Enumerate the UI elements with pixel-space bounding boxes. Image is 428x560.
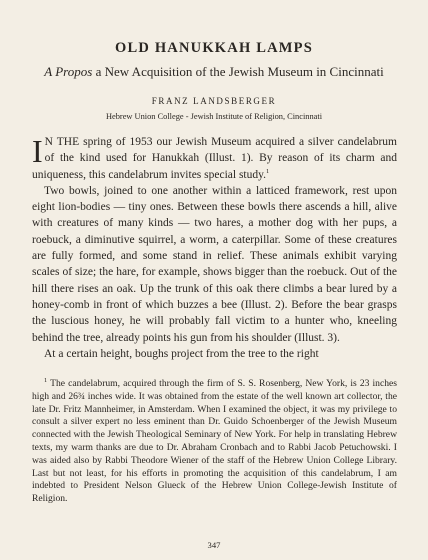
footnote-text: The candelabrum, acquired through the firm of S. S. Rosenberg, New York, is 23 inches high and 26¾ inches wide. It was obtained from the estate of the well known art collector, the late Dr. Fritz Mannheimer, in Amsterdam. When I examined the object, it was my privilege to consult a silver expert no less eminent than Dr. Guido Schoenberger of the Jewish Museum connected with the Jewish Theological Seminary of New York. For help in translating Hebrew texts, my warm thanks are due to Dr. Abraham Cronbach and to Rabbi Jacob Petuchowski. I was aided also by Rabbi Theodore Wiener of the staff of the Hebrew Union College Library. Last but not least, for his efforts in promoting the acquisition of this candelabrum, I am indebted to President Nelson Glueck of the Hebrew Union College-Jewish Institute of Religion. xyxy=(32,378,397,505)
footnote-ref: 1 xyxy=(266,167,270,175)
subtitle-italic: A Propos xyxy=(44,64,93,79)
article-subtitle xyxy=(0,64,428,80)
footnote xyxy=(32,378,397,506)
author-name: FRANZ LANDSBERGER xyxy=(151,96,277,106)
paragraph-2: Two bowls, joined to one another within a latticed framework, rest upon eight lion-bodies — tiny ones. Between these bowls there ascends a hill, alive with creatures of many kinds — two hares, a mother dog with her pups, a roebuck, a diminutive squirrel, a worm, a caterpillar. Some of these creatures are fully formed, and some stand in relief. These animals exhibit varying scales of size; the hare, for example, shows bigger than the roebuck. Out of the hill there rises an oak. Up the trunk of this oak there climbs a bear lured by a honey-comb in front of which buzzes a bee (Illust. 2). Before the bear grasps the luscious honey, he will probably fall victim to a hunter who, kneeling behind the tree, already points his gun from his shoulder (Illust. 3). xyxy=(32,184,397,344)
paragraph-1-text: N THE spring of 1953 our Jewish Museum acquired a silver candelabrum of the kind used for Hanukkah (Illust. 1). By reason of its charm and uniqueness, this candelabrum invites special study. xyxy=(32,136,397,181)
drop-cap: I xyxy=(32,133,43,169)
paragraph-1 xyxy=(32,134,397,183)
author-affiliation: Hebrew Union College - Jewish Institute of Religion, Cincinnati xyxy=(105,112,323,121)
subtitle-rest: a New Acquisition of the Jewish Museum in Cincinnati xyxy=(92,64,384,79)
body-text xyxy=(32,134,397,362)
paragraph-3: At a certain height, boughs project from the tree to the right xyxy=(44,347,319,360)
footnote-mark: 1 xyxy=(44,376,48,384)
article-title: OLD HANUKKAH LAMPS xyxy=(114,40,314,56)
page-number: 347 xyxy=(207,540,221,550)
